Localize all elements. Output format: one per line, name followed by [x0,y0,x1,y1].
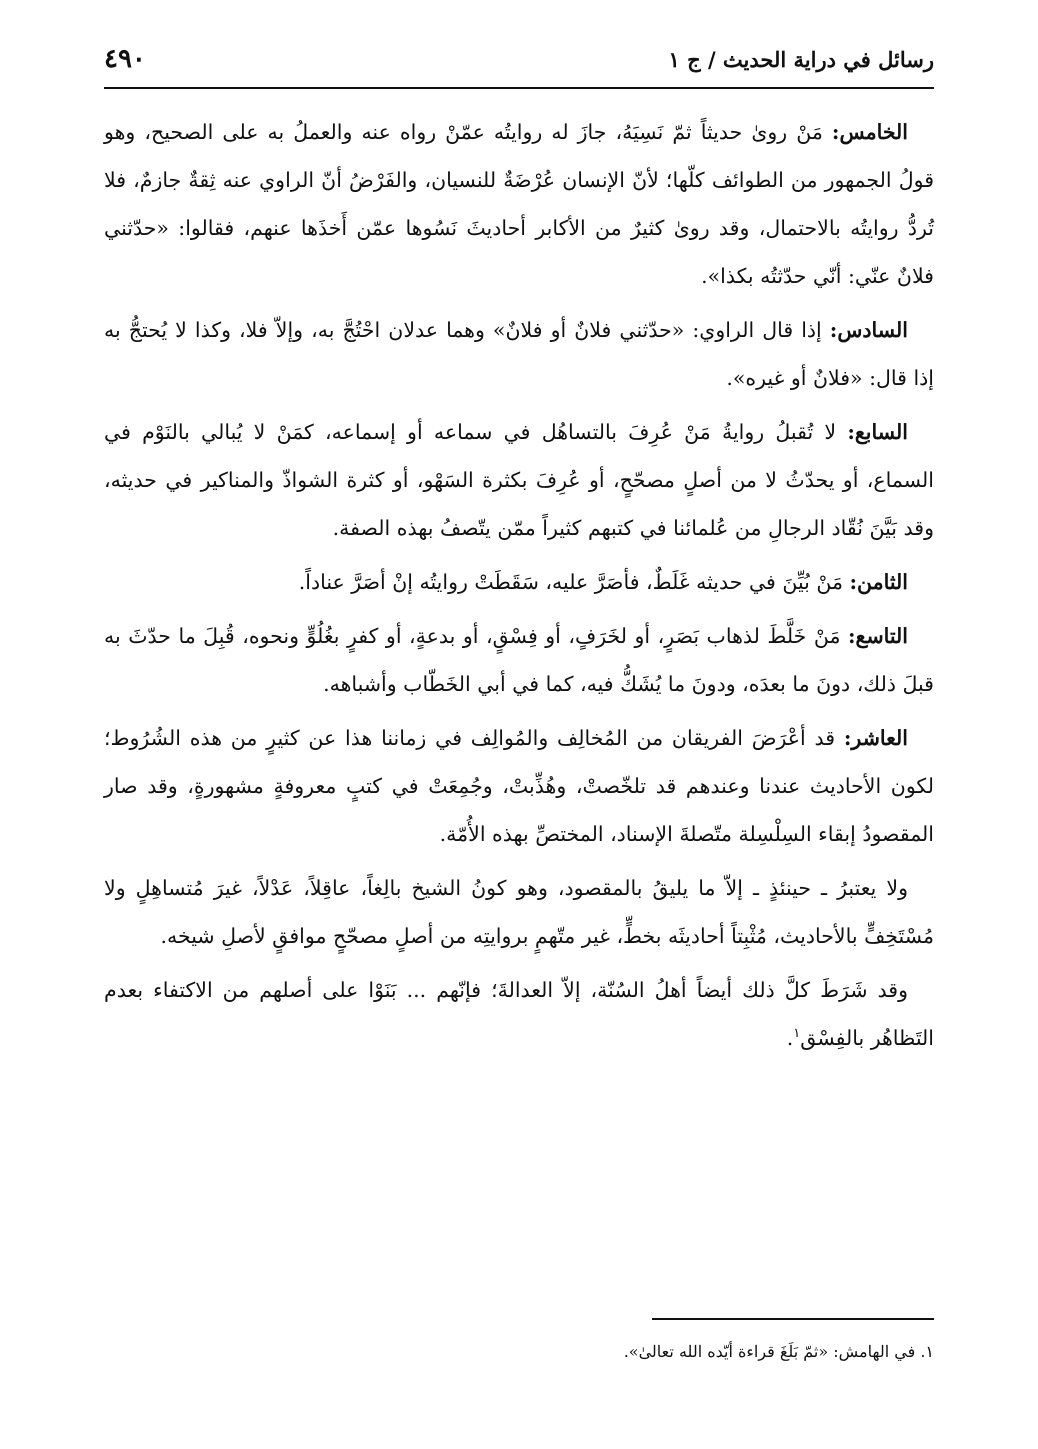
paragraph-lead: الثامن: [849,570,908,594]
paragraph-text: لا تُقبلُ روايةُ مَنْ عُرِفَ بالتساهُل في سماعه أو إسماعه، كمَنْ لا يُبالي بالنَوْم في السماع، أو يحدّثُ لا من أصلٍ مصحّحٍ، أو عُرِفَ بكثرة السَهْو، أو كثرة الشواذّ والمناكير في حديثه، وقد بَيَّنَ نُقّاد الرجالِ من عُلمائنا في كتبهم كثيراً ممّن يتّصفُ بهذه الصفة. [104,420,934,540]
paragraph-text: إذا قال الراوي: «حدّثني فلانٌ أو فلانٌ» وهما عدلان احْتُجَّ به، وإلاّ فلا، وكذا لا يُحتجُّ به إذا قال: «فلانٌ أو غيره». [104,318,934,390]
paragraph-lead: التاسع: [847,624,908,648]
paragraph-ahl-sunna [104,966,934,1062]
paragraph-text: وقد شَرَطَ كلَّ ذلك أيضاً أهلُ السُنّة، إلاّ العدالةَ؛ فإنّهم ... بَنَوْا على أصلهم من الاكتفاء بعدم التَظاهُر بالفِسْق [104,978,934,1050]
paragraph-seventh [104,408,934,552]
page-header [104,36,934,82]
paragraph-text: مَنْ خَلَّطَ لذهاب بَصَرٍ، أو لخَرَفٍ، أو فِسْقٍ، أو بدعةٍ، أو كفرٍ بغُلُوٍّ ونحوه، قُبِلَ ما حدّثَ به قبلَ ذلك، دونَ ما بعدَه، ودونَ ما يُشَكُّ فيه، كما في أبي الخَطّاب وأشباهه. [104,624,934,696]
paragraph-eighth [104,558,934,606]
page-number: ٤٩٠ [104,44,146,74]
header-divider [104,87,934,89]
paragraph-text: قد أعْرَضَ الفريقان من المُخالِف والمُوالِف في زماننا هذا عن كثيرٍ من هذه الشُرُوط؛ لكون الأحاديث عندنا وعندهم قد تلخّصتْ، وهُذِّبتْ، وجُمِعَتْ في كتبٍ معروفةٍ مشهورةٍ، وقد صار المقصودُ إبقاء السِلْسِلة متّصلةَ الإسناد، المختصِّ بهذه الأُمّة. [104,726,934,846]
paragraph-text: مَنْ روىٰ حديثاً ثمّ نَسِيَهُ، جازَ له روايتُه عمّنْ رواه عنه والعملُ به على الصحيح، وهو قولُ الجمهور من الطوائف كلّها؛ لأنّ الإنسان عُرْضَةٌ للنسيان، والفَرْضُ أنّ الراوي عنه ثِقةٌ جازمٌ، فلا تُردُّ روايتُه بالاحتمال، وقد روىٰ كثيرٌ من الأكابر أحاديثَ نَسُوها عمّن أَخذَها عنهم، فقالوا: «حدّثني فلانٌ عنّي: أنّي حدّثتُه بكذا». [104,120,934,288]
paragraph-text: مَنْ بُيِّنَ في حديثه غَلَطٌ، فأصَرَّ عليه، سَقَطَتْ روايتُه إنْ أصَرَّ عناداً. [298,570,850,594]
main-text [104,108,934,1068]
paragraph-sixth [104,306,934,402]
running-title: رسائل في دراية الحديث / ج ١ [668,46,934,72]
paragraph-ninth [104,612,934,708]
paragraph-tail: . [786,1026,794,1050]
footnote-reference: ١ [793,1026,801,1042]
paragraph-tenth [104,714,934,858]
paragraph-lead: الخامس: [831,120,908,144]
paragraph-lead: السادس: [829,318,908,342]
footnote-divider [652,1318,934,1320]
paragraph-fifth [104,108,934,300]
paragraph-conditions [104,864,934,960]
paragraph-text: ولا يعتبرُ ـ حينئذٍ ـ إلاّ ما يليقُ بالمقصود، وهو كونُ الشيخ بالِغاً، عاقِلاً، عَدْلاً، غيرَ مُتساهِلٍ ولا مُسْتَخِفٍّ بالأحاديث، مُثْبِتاً أحاديثَه بخطٍّ، غير متّهمٍ بروايتِه من أصلٍ مصحّحٍ موافقٍ لأصلِ شيخه. [104,876,934,948]
paragraph-lead: السابع: [847,420,908,444]
paragraph-lead: العاشر: [843,726,908,750]
footnote: ١. في الهامش: «ثمّ بَلَغَ قراءة أيّده الله تعالىٰ». [623,1342,934,1361]
